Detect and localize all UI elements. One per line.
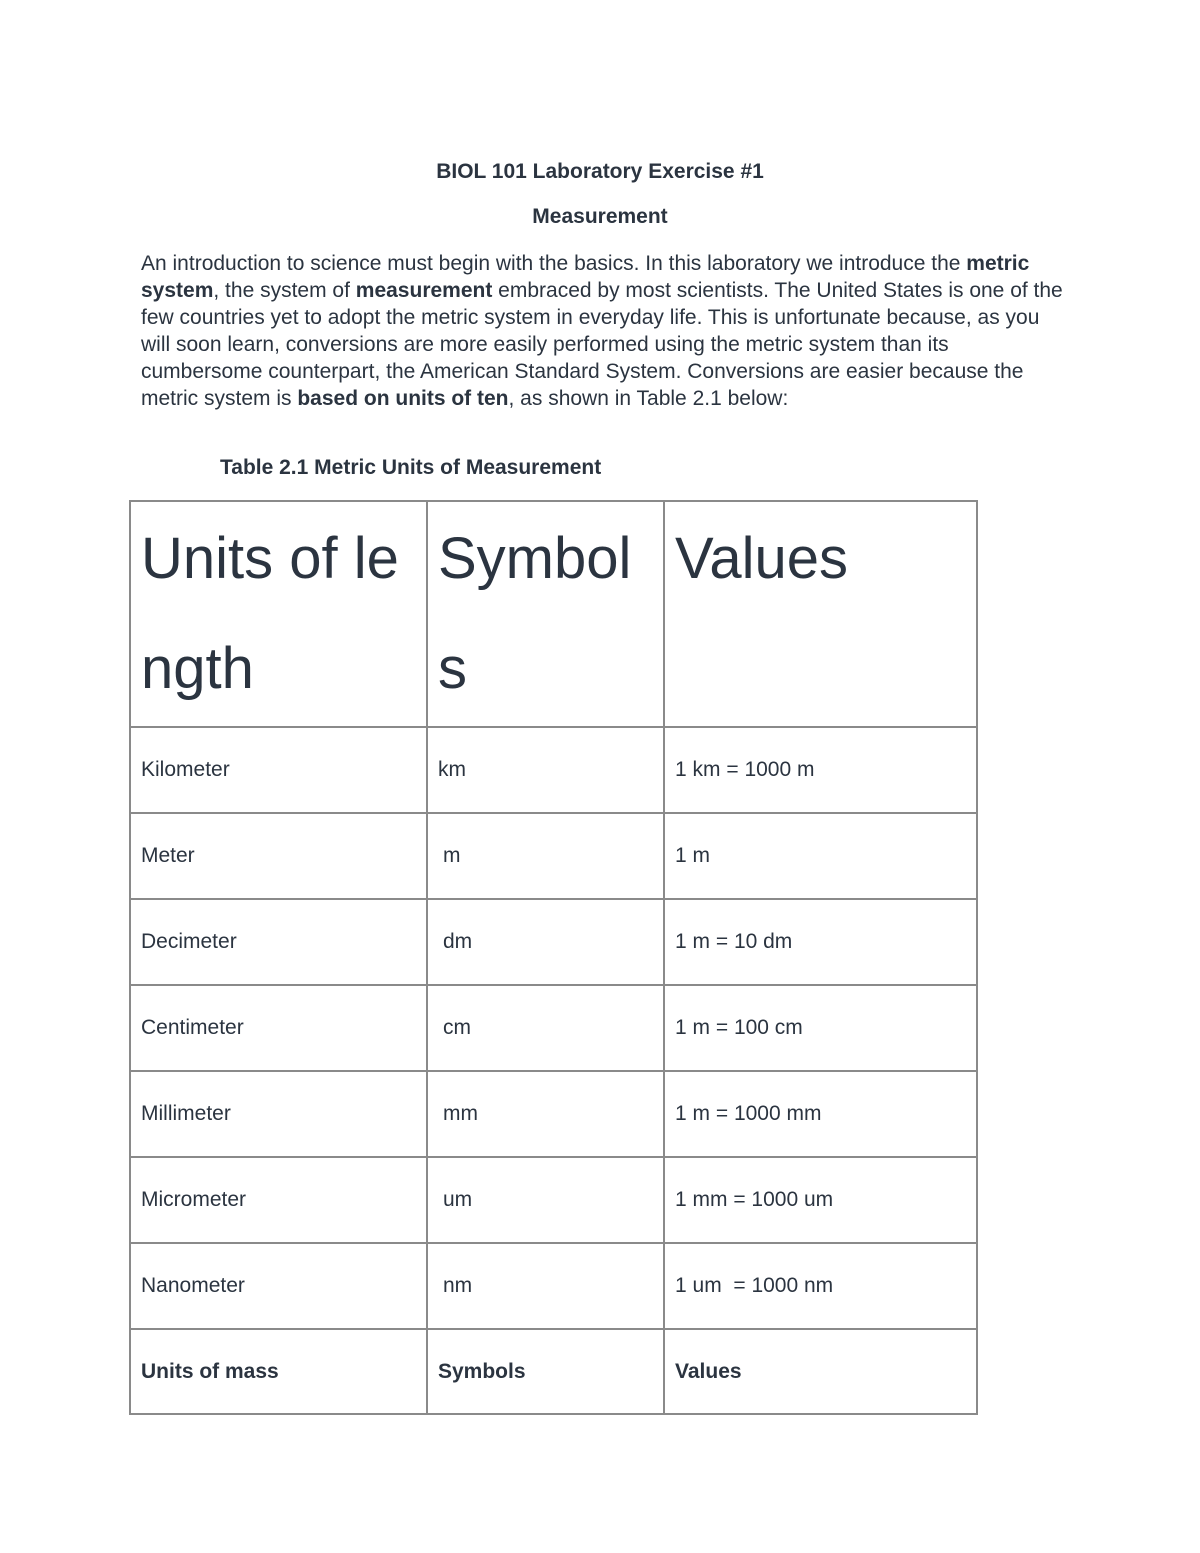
symbol-cell: um	[427, 1157, 664, 1243]
table-header-row	[130, 501, 977, 727]
value-cell: 1 mm = 1000 um	[664, 1157, 977, 1243]
document-title: BIOL 101 Laboratory Exercise #1	[436, 160, 764, 183]
symbol-cell: km	[427, 727, 664, 813]
table-row	[130, 813, 977, 899]
symbol-cell: cm	[427, 985, 664, 1071]
table-caption: Table 2.1 Metric Units of Measurement	[220, 456, 602, 479]
table-row	[130, 727, 977, 813]
value-cell: 1 m	[664, 813, 977, 899]
table-row	[130, 1157, 977, 1243]
header-units-of-mass: Units of mass	[130, 1329, 427, 1414]
unit-cell: Millimeter	[130, 1071, 427, 1157]
symbol-cell: dm	[427, 899, 664, 985]
value-cell: 1 km = 1000 m	[664, 727, 977, 813]
symbol-cell: mm	[427, 1071, 664, 1157]
value-cell: 1 m = 1000 mm	[664, 1071, 977, 1157]
intro-bold-text: measurement	[355, 279, 493, 302]
metric-units-table	[129, 500, 978, 1415]
document-subtitle: Measurement	[532, 205, 668, 228]
table-row	[130, 899, 977, 985]
intro-text: , the system of	[213, 279, 356, 302]
unit-cell: Meter	[130, 813, 427, 899]
unit-cell: Micrometer	[130, 1157, 427, 1243]
intro-text: An introduction to science must begin with the basics. In this laboratory we introduce the	[141, 252, 967, 275]
value-cell: 1 m = 10 dm	[664, 899, 977, 985]
value-cell: 1 m = 100 cm	[664, 985, 977, 1071]
table-mass-header-row	[130, 1329, 977, 1414]
intro-bold-text: metric system	[141, 252, 1030, 302]
unit-cell: Nanometer	[130, 1243, 427, 1329]
unit-cell: Centimeter	[130, 985, 427, 1071]
table-row	[130, 1071, 977, 1157]
unit-cell: Decimeter	[130, 899, 427, 985]
table-row	[130, 985, 977, 1071]
unit-cell: Kilometer	[130, 727, 427, 813]
header-units-of-length: Units of length	[130, 501, 427, 727]
symbol-cell: m	[427, 813, 664, 899]
intro-bold-text: based on units of ten	[297, 387, 509, 410]
header-mass-symbols: Symbols	[427, 1329, 664, 1414]
intro-text: , as shown in Table 2.1 below:	[508, 387, 789, 410]
header-values: Values	[664, 501, 977, 727]
value-cell: 1 um = 1000 nm	[664, 1243, 977, 1329]
intro-paragraph	[141, 250, 1071, 412]
symbol-cell: nm	[427, 1243, 664, 1329]
header-symbols: Symbols	[427, 501, 664, 727]
table-row	[130, 1243, 977, 1329]
header-mass-values: Values	[664, 1329, 977, 1414]
intro-text: embraced by most scientists. The United States is one of the few countries yet to adopt the metric system in everyday life. This is unfortunate because, as you will soon learn, conversions are more easily performed using the metric system than its cumbersome counterpart, the American Standard System. Conversions are easier because the metric system is	[141, 279, 1063, 410]
